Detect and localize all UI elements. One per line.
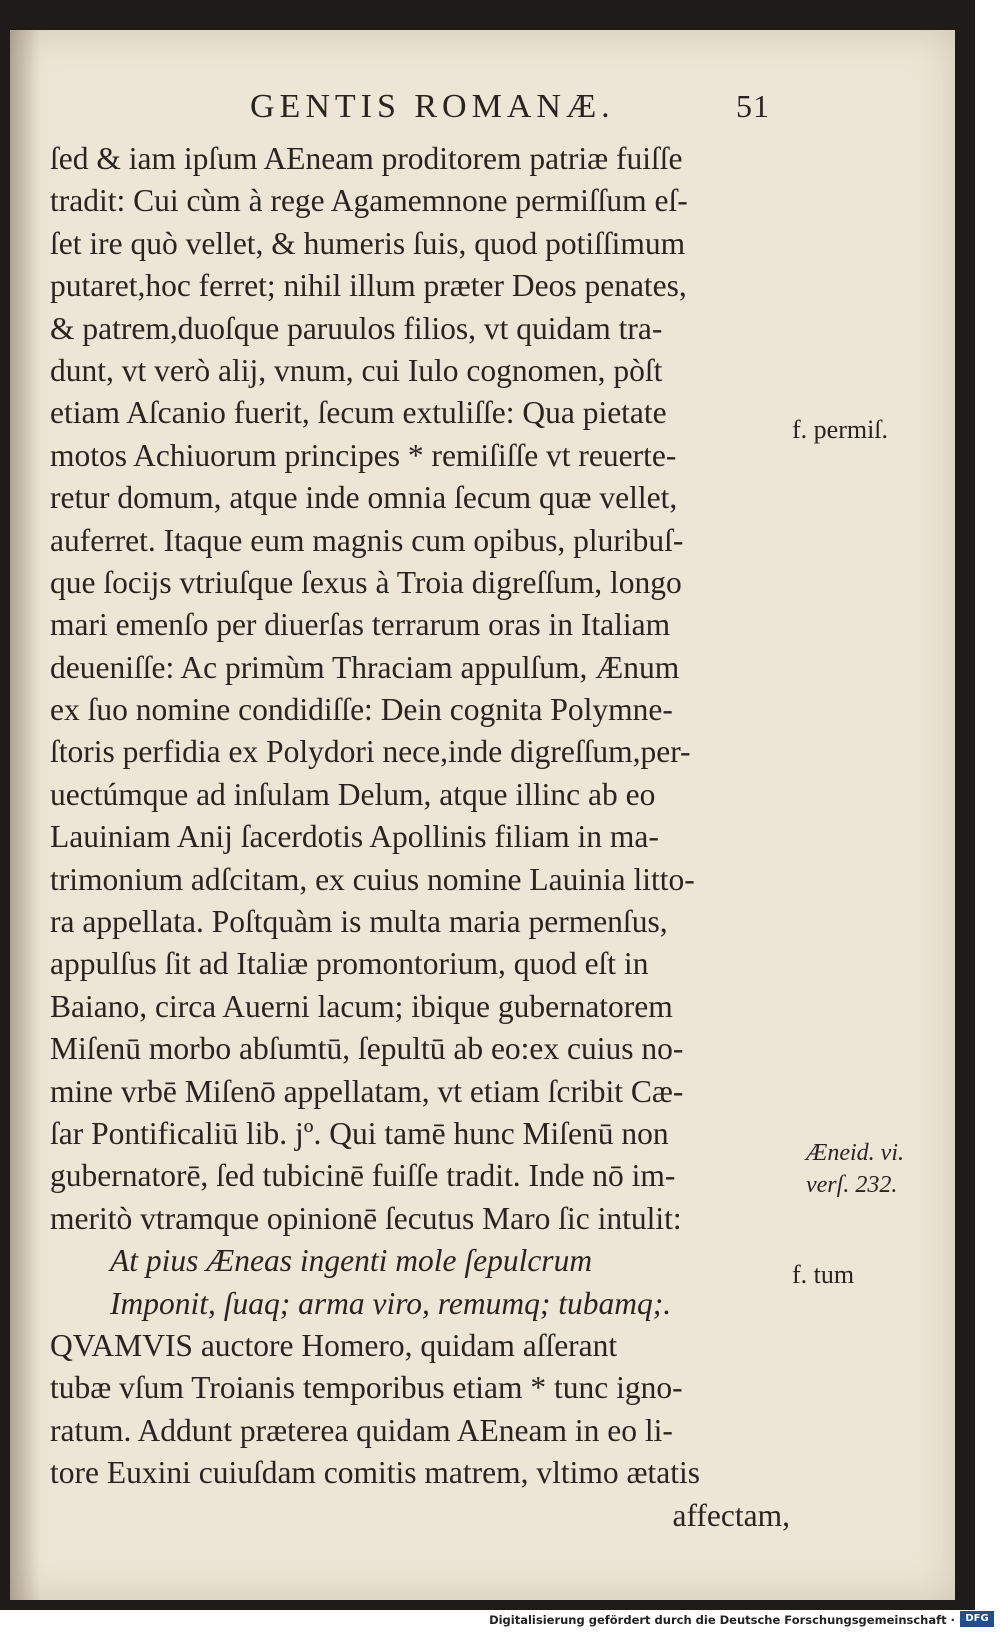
text-line: dunt, vt verò alij, vnum, cui Iulo cognomen, pòſt [50,352,663,388]
running-header [250,88,770,138]
text-line: retur domum, atque inde omnia ſecum quæ vellet, [50,480,678,516]
text-line: QVAMVIS auctore Homero, quidam aſſerant [50,1327,618,1363]
text-line: ex ſuo nomine condidiſſe: Dein cognita Polymne- [50,692,673,728]
text-line: Lauiniam Anij ſacerdotis Apollinis filiam in ma- [50,819,659,855]
margin-note: Æneid. vi. [806,1140,904,1166]
text-line: ſet ire quò vellet, & humeris ſuis, quod potiſſimum [50,225,686,261]
text-line: mari emenſo per diuerſas terrarum oras in Italiam [50,607,671,643]
text-line: deueniſſe: Ac primùm Thraciam appulſum, Ænum [50,649,680,685]
text-line: ſed & iam ipſum AEneam proditorem patriæ fuiſſe [50,141,683,176]
body-text [50,138,790,1537]
running-title: GENTIS ROMANÆ. [250,88,615,125]
text-line: tubæ vſum Troianis temporibus etiam * tunc igno- [50,1370,683,1406]
verse-line: Imponit, ſuaq; arma viro, remumq; tubamq;. [110,1285,672,1321]
verse-line: At pius Æneas ingenti mole ſepulcrum [110,1243,593,1279]
text-line: ratum. Addunt præterea quidam AEneam in eo li- [50,1412,673,1448]
dfg-logo: DFG [960,1611,994,1627]
text-line: trimonium adſcitam, ex cuius nomine Lauinia litto- [50,861,695,897]
margin-note: f. permiſ. [792,415,889,444]
text-line: ra appellata. Poſtquàm is multa maria permenſus, [50,904,668,940]
margin-note: verſ. 232. [806,1172,898,1198]
text-line: ſar Pontificaliū lib. jº. Qui tamē hunc Miſenū non [50,1115,669,1151]
page-number: 51 [736,88,770,124]
text-line: que ſocijs vtriuſque ſexus à Troia digreſſum, longo [50,564,682,600]
footer [0,1609,1000,1633]
margin-note: f. tum [792,1260,855,1289]
text-line: putaret,hoc ferret; nihil illum præter Deos penates, [50,268,687,304]
text-line: Baiano, circa Auerni lacum; ibique gubernatorem [50,988,673,1024]
text-line: gubernatorē, ſed tubicinē fuiſſe tradit. Inde nō im- [50,1158,676,1194]
text-line: Miſenū morbo abſumtū, ſepultū ab eo:ex cuius no- [50,1031,684,1067]
text-line: tore Euxini cuiuſdam comitis matrem, vltimo ætatis [50,1455,701,1491]
text-line: auferret. Itaque eum magnis cum opibus, pluribuſ- [50,522,684,558]
text-line: tradit: Cui cùm à rege Agamemnone permiſſum eſ- [50,183,688,219]
text-line: ſtoris perfidia ex Polydori nece,inde digreſſum,per- [50,734,691,770]
text-line: & patrem,duoſque paruulos filios, vt quidam tra- [50,310,663,346]
text-line: mine vrbē Miſenō appellatam, vt etiam ſcribit Cæ- [50,1073,684,1109]
text-line: uectúmque ad inſulam Delum, atque illinc ab eo [50,776,656,812]
text-line: meritò vtramque opinionē ſecutus Maro ſic intulit: [50,1200,682,1236]
catchword: affectam, [672,1497,790,1533]
funding-credit: Digitalisierung gefördert durch die Deutsche Forschungsgemeinschaft · [489,1613,955,1627]
page-gutter-shadow [10,30,40,1600]
text-line: motos Achiuorum principes * remiſiſſe vt reuerte- [50,437,677,473]
text-line: appulſus ſit ad Italiæ promontorium, quod eſt in [50,946,649,982]
text-line: etiam Aſcanio fuerit, ſecum extuliſſe: Qua pietate [50,395,667,431]
